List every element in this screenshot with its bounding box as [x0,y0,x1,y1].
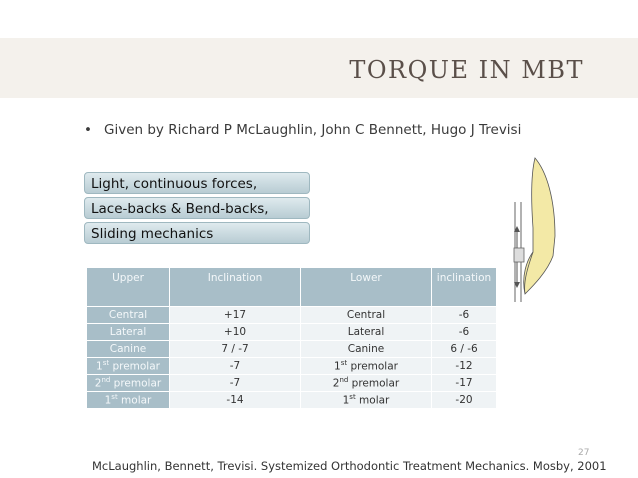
page-number: 27 [578,448,590,458]
lower-tooth: Canine [301,341,432,358]
header-lower: Lower [301,268,432,307]
upper-tooth: 1st premolar [87,358,170,375]
lower-inclination: -6 [432,307,497,324]
upper-inclination: +17 [170,307,301,324]
upper-tooth: 1st molar [87,392,170,409]
lower-inclination: -17 [432,375,497,392]
lower-inclination: -6 [432,324,497,341]
upper-inclination: -14 [170,392,301,409]
table-row [87,375,497,392]
header-upper-inclination: Inclination [170,268,301,307]
pill-lace-backs: Lace-backs & Bend-backs, [84,197,310,219]
bracket-icon [514,248,524,262]
table-row [87,392,497,409]
header-lower-inclination: inclination [432,268,497,307]
upper-tooth: 2nd premolar [87,375,170,392]
upper-tooth: Lateral [87,324,170,341]
bullet-item [84,122,521,138]
upper-tooth: Central [87,307,170,324]
table-row [87,358,497,375]
inclination-table [86,267,497,409]
lower-inclination: -12 [432,358,497,375]
upper-inclination: -7 [170,358,301,375]
lower-tooth: Lateral [301,324,432,341]
upper-inclination: 7 / -7 [170,341,301,358]
lower-tooth: Central [301,307,432,324]
lower-inclination: -20 [432,392,497,409]
table-row [87,341,497,358]
upper-inclination: +10 [170,324,301,341]
lower-inclination: 6 / -6 [432,341,497,358]
slide-title: TORQUE IN MBT [349,56,584,84]
bullet-dot-icon: • [84,122,92,138]
lower-tooth: 2nd premolar [301,375,432,392]
tooth-torque-illustration [503,152,573,312]
citation: McLaughlin, Bennett, Trevisi. Systemized Orthodontic Treatment Mechanics. Mosby, 2001 [92,459,607,473]
pill-light-forces: Light, continuous forces, [84,172,310,194]
table-row [87,324,497,341]
upper-tooth: Canine [87,341,170,358]
pill-sliding-mechanics: Sliding mechanics [84,222,310,244]
table-header-row [87,268,497,307]
header-upper: Upper [87,268,170,307]
lower-tooth: 1st premolar [301,358,432,375]
bullet-text: Given by Richard P McLaughlin, John C Bennett, Hugo J Trevisi [104,122,522,138]
lower-tooth: 1st molar [301,392,432,409]
tooth-crown-icon [524,158,555,294]
table-row [87,307,497,324]
upper-inclination: -7 [170,375,301,392]
